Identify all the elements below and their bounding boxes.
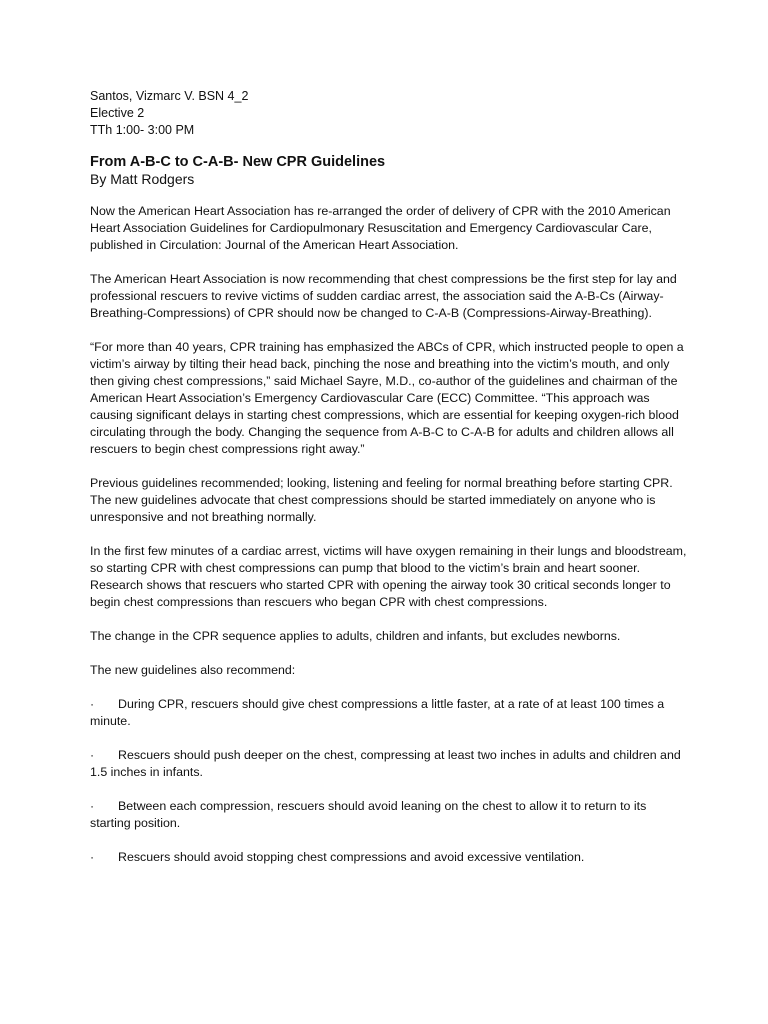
bullet-icon: · — [90, 850, 95, 864]
list-item — [90, 849, 690, 866]
bullet-icon: · — [90, 799, 95, 813]
class-schedule: TTh 1:00- 3:00 PM — [90, 123, 195, 137]
document-page — [90, 88, 690, 883]
article-title: From A-B-C to C-A-B- New CPR Guidelines — [90, 154, 386, 170]
student-header — [90, 88, 690, 139]
bullet-icon: · — [90, 697, 95, 711]
bullet-icon: · — [90, 748, 95, 762]
list-item-text: Between each compression, rescuers should avoid leaning on the chest to allow it to return to its starting position. — [90, 799, 647, 830]
course-name: Elective 2 — [90, 106, 145, 120]
list-item-text: Rescuers should push deeper on the chest, compressing at least two inches in adults and children and 1.5 inches in infants. — [90, 748, 681, 779]
paragraph-intro: Now the American Heart Association has re-arranged the order of delivery of CPR with the 2010 American Heart Association Guidelines for Cardiopulmonary Resuscitation and Emergency Cardiovascular Care, published in Circulation: Journal of the American Heart Association. — [90, 204, 671, 252]
paragraph-previous-guidelines: Previous guidelines recommended; looking, listening and feeling for normal breathing before starting CPR. The new guidelines advocate that chest compressions should be started immediately on anyone who is unresponsive and not breathing normally. — [90, 476, 673, 524]
paragraph-quote: “For more than 40 years, CPR training has emphasized the ABCs of CPR, which instructed people to open a victim’s airway by tilting their head back, pinching the nose and breathing into the victim’s mouth, and only then giving chest compressions,” said Michael Sayre, M.D., co-author of the guidelines and chairman of the American Heart Association’s Emergency Cardiovascular Care (ECC) Committee. “This approach was causing significant delays in starting chest compressions, which are essential for keeping oxygen-rich blood circulating through the body. Changing the sequence from A-B-C to C-A-B for adults and children allows all rescuers to begin chest compressions right away.” — [90, 340, 684, 456]
list-item — [90, 747, 690, 781]
article-byline: By Matt Rodgers — [90, 171, 195, 187]
paragraph-research: In the first few minutes of a cardiac arrest, victims will have oxygen remaining in their lungs and bloodstream, so starting CPR with chest compressions can pump that blood to the victim’s brain and heart sooner. Research shows that rescuers who started CPR with opening the airway took 30 critical seconds longer to begin chest compressions than rescuers who began CPR with chest compressions. — [90, 544, 687, 609]
list-item-text: During CPR, rescuers should give chest compressions a little faster, at a rate of at least 100 times a minute. — [90, 697, 665, 728]
student-name: Santos, Vizmarc V. BSN 4_2 — [90, 89, 249, 103]
paragraph-scope: The change in the CPR sequence applies to adults, children and infants, but excludes newborns. — [90, 629, 621, 643]
list-item — [90, 696, 690, 730]
list-item-text: Rescuers should avoid stopping chest compressions and avoid excessive ventilation. — [118, 850, 585, 864]
list-item — [90, 798, 690, 832]
paragraph-recommendation: The American Heart Association is now recommending that chest compressions be the first step for lay and professional rescuers to revive victims of sudden cardiac arrest, the association said the A-B-Cs (Airway-Breathing-Compressions) of CPR should now be changed to C-A-B (Compressions-Airway-Breathing). — [90, 272, 677, 320]
paragraph-list-intro: The new guidelines also recommend: — [90, 663, 296, 677]
